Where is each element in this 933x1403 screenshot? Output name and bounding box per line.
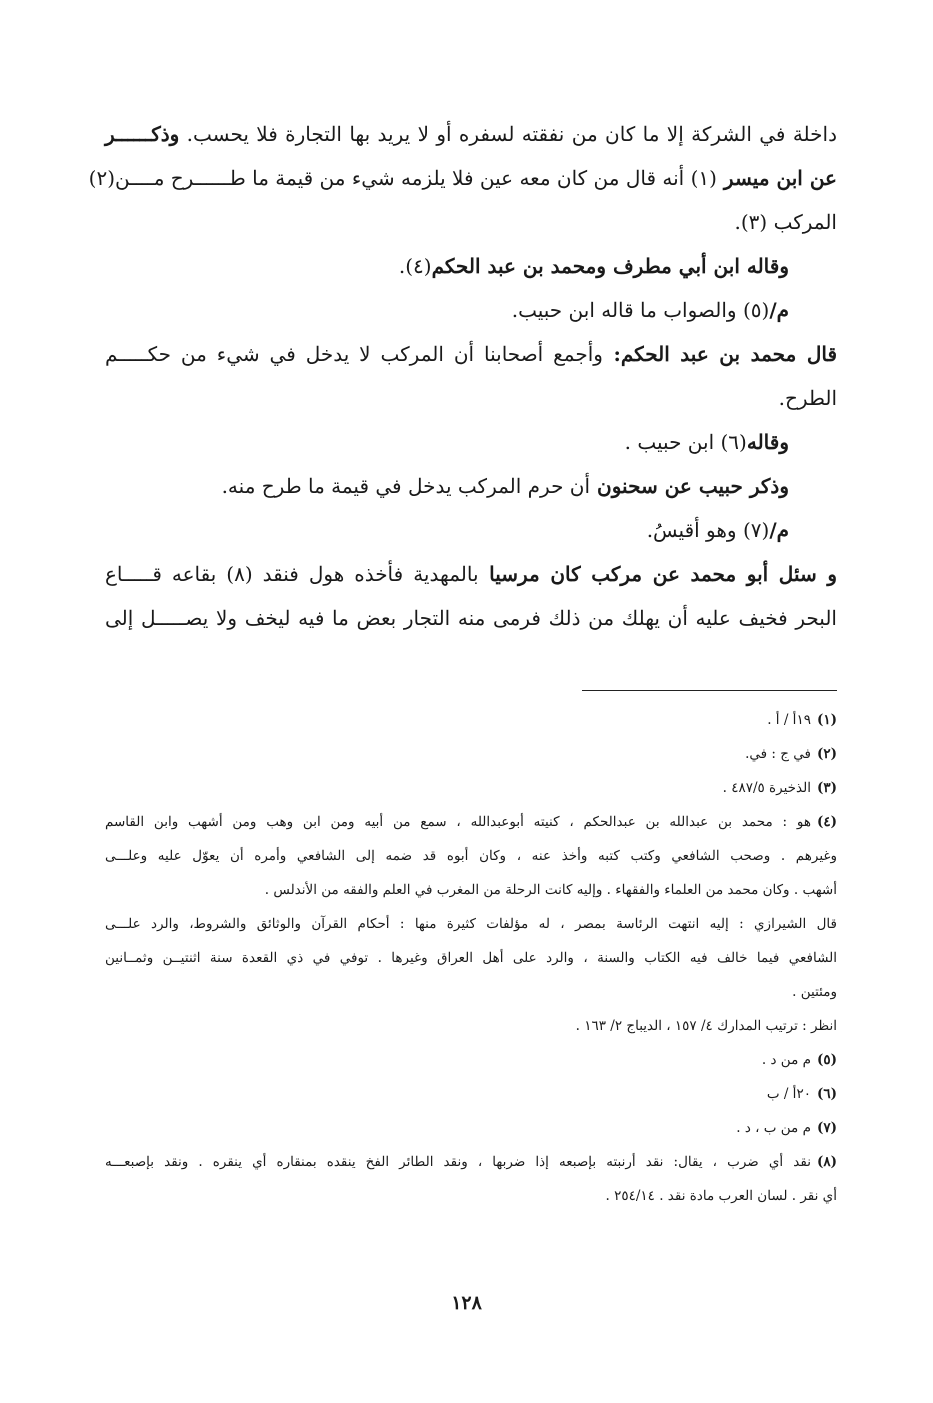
main-line-12: البحر فخيف عليه أن يهلك من ذلك فرمى منه التجار بعض ما فيه ليخف ولا يصـــــل إلى	[105, 606, 837, 630]
footnote-1: (١)١٩أ / أ .	[767, 712, 837, 728]
main-line-5: م/(٥) والصواب ما قاله ابن حبيب.	[511, 298, 789, 322]
main-line-3: المركب (٣).	[734, 210, 837, 234]
main-line-11: و سئل أبو محمد عن مركب كان مرسيا بالمهدية فأخذه هول فنقد (٨) بقاعه قـــــاع	[105, 562, 837, 586]
main-text-block	[88, 112, 838, 640]
main-line-9: وذكر حبيب عن سحنون أن حرم المركب يدخل في قيمة ما طرح منه.	[221, 474, 789, 498]
main-line-7: الطرح.	[778, 386, 837, 410]
page-number: ١٢٨	[451, 1292, 482, 1314]
main-line-4: وقاله ابن أبي مطرف ومحمد بن عبد الحكم(٤).	[398, 254, 789, 278]
footnote-8: (٨)نقد أي ضرب ، يقال: نقد أرنبته بإصبعه إذا ضربها ، ونقد الطائر الفخ ينقده بمنقاره أي ينقره . ونقد بإصبعـــه	[105, 1154, 837, 1170]
footnote-4-cont-5: ومئتين .	[792, 984, 837, 1000]
footnotes-block	[105, 703, 837, 1213]
main-line-10: م/(٧) وهو أقيسُ.	[646, 518, 789, 542]
main-line-2: عن ابن ميسر (١) أنه قال من كان معه عين فلا يلزمه شيء من قيمة ما طــــــرح مــــن(٢)	[88, 166, 837, 190]
footnote-4-cont-2: أشهب . وكان محمد من العلماء والفقهاء . وإليه كانت الرحلة من المغرب في العلم والفقه من الأندلس .	[264, 882, 837, 898]
main-line-1: داخلة في الشركة إلا ما كان من نفقته لسفره أو لا يريد بها التجارة فلا يحسب. وذكــــــر	[105, 122, 837, 146]
footnote-divider	[582, 690, 837, 691]
main-line-8: وقاله(٦) ابن حبيب .	[624, 430, 789, 454]
footnote-4-cont-3: قال الشيرازي : إليه انتهت الرئاسة بمصر ، له مؤلفات كثيرة منها : أحكام القرآن والوثائق والشروط، والرد علـــى	[105, 916, 837, 932]
footnote-8-cont: أي نقر . لسان العرب مادة نقد . ٢٥٤/١٤ .	[605, 1188, 837, 1204]
footnote-2: (٢)في ج : في.	[745, 746, 837, 762]
footnote-4: (٤)هو : محمد بن عبدالله بن عبدالحكم ، كنيته أبوعبدالله ، سمع من أبيه ومن ابن وهب ومن أشهب وابن القاسم	[105, 814, 837, 830]
main-line-6: قال محمد بن عبد الحكم: وأجمع أصحابنا أن المركب لا يدخل في شيء من حكـــــم	[105, 342, 838, 366]
footnote-3: (٣)الذخيرة ٤٨٧/٥ .	[722, 780, 837, 796]
footnote-4-cont-4: الشافعي فيما خالف فيه الكتاب والسنة ، والرد على أهل العراق وغيرها . توفي في ذي القعدة سنة اثنتيــن وثمــانين	[105, 950, 837, 966]
footnote-7: (٧)م من ب ، د .	[736, 1120, 837, 1136]
footnote-5: (٥)م من د .	[761, 1052, 837, 1068]
footnote-6: (٦)٢٠أ / ب	[766, 1086, 837, 1102]
footnote-4-cont-6: انظر : ترتيب المدارك ٤/ ١٥٧ ، الديباج ٢/ ١٦٣ .	[575, 1018, 837, 1034]
footnote-4-cont-1: وغيرهم . وصحب الشافعي وكتب كتبه وأخذ عنه ، وكان أبوه قد ضمه إلى الشافعي وأمره أن يعوّل عليه وعلـــى	[105, 848, 837, 864]
